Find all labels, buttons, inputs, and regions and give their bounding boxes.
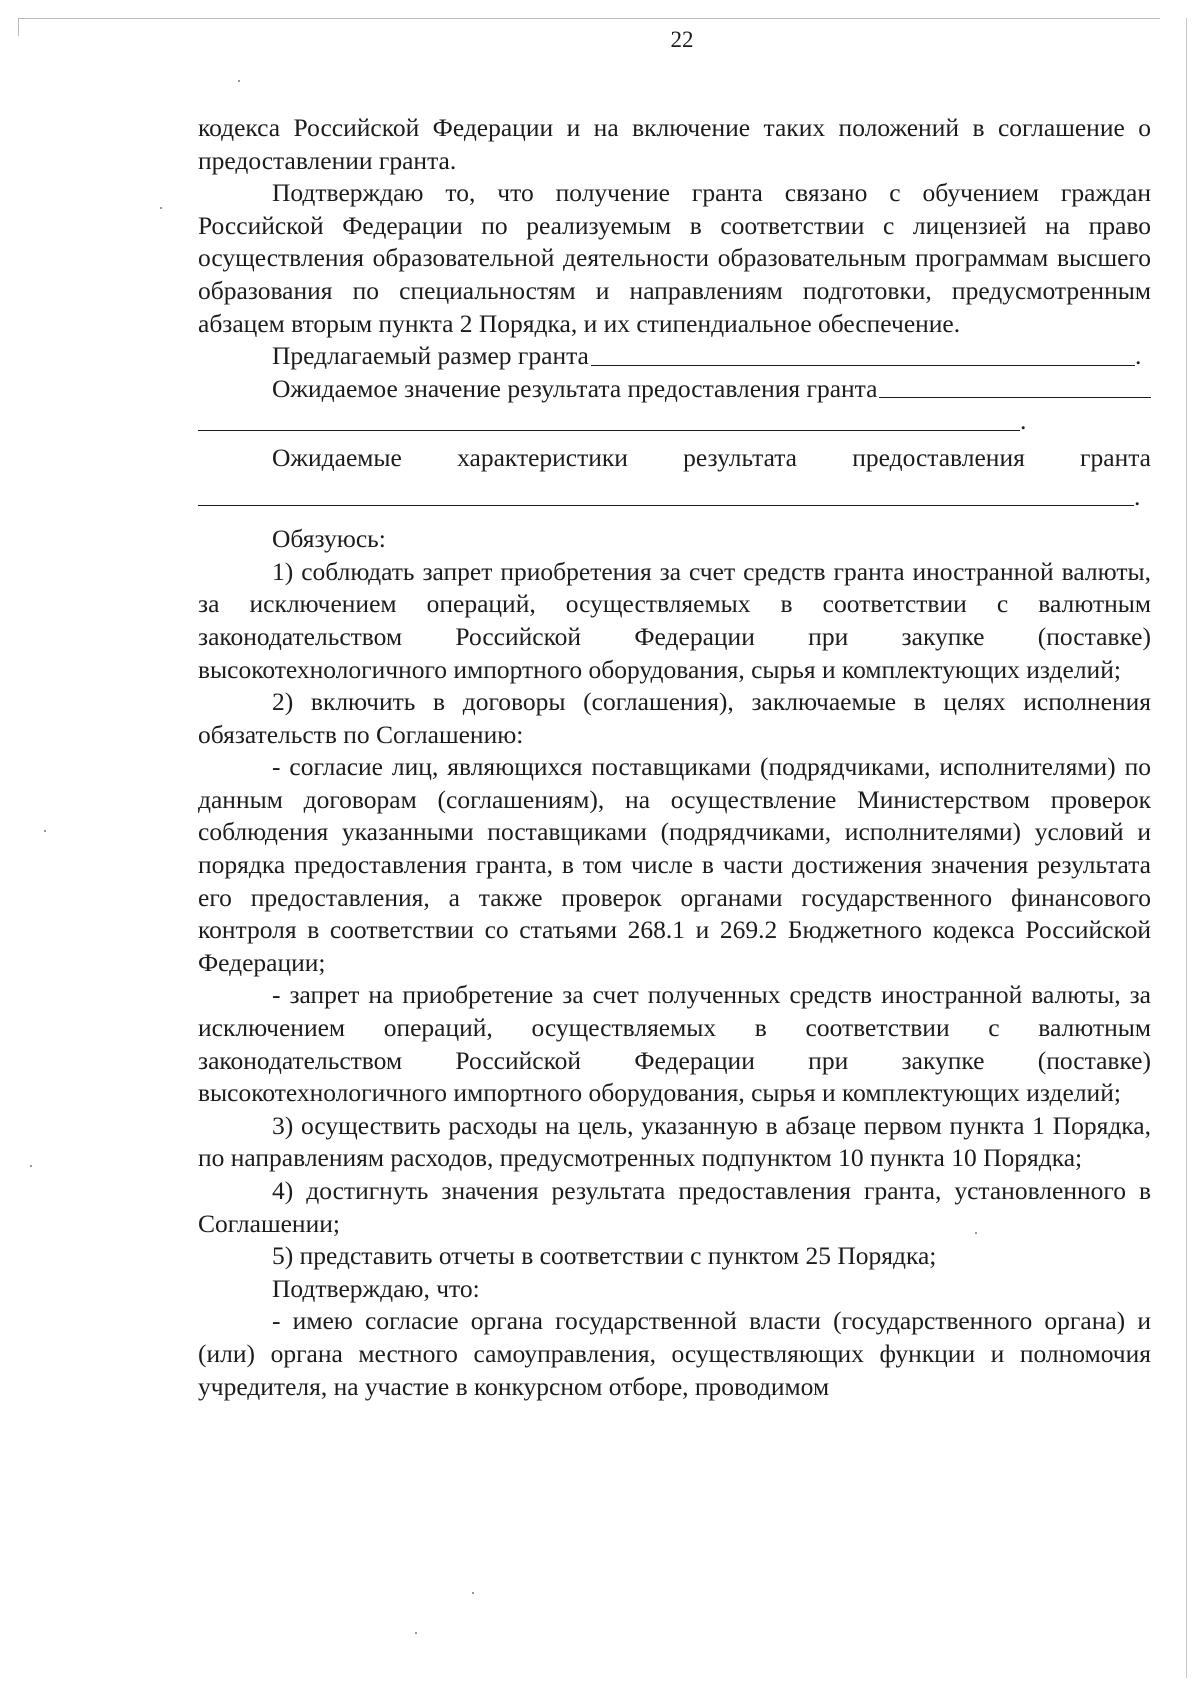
scan-speck — [44, 830, 46, 832]
expected-value-line — [198, 373, 1151, 406]
paragraph-continuation: кодекса Российской Федерации и на включение таких положений в соглашение о предоставлении гранта. — [198, 113, 1151, 175]
commitment-4: 4) достигнуть значения результата предоставления гранта, установленного в Соглашении; — [198, 1176, 1151, 1238]
expected-value-continuation-line — [198, 405, 1151, 438]
scan-speck — [975, 1232, 977, 1234]
expected-value-period: . — [1020, 406, 1027, 436]
scan-edge-right — [1186, 18, 1187, 1678]
document-body — [198, 112, 1151, 1403]
scan-speck — [30, 1165, 32, 1167]
confirm-heading: Подтверждаю, что: — [272, 1273, 480, 1303]
commitment-5: 5) представить отчеты в соответствии с пунктом 25 Порядка; — [272, 1241, 937, 1271]
expected-characteristics-blank — [198, 505, 1134, 506]
confirm-item-1: - имею согласие органа государственной власти (государственного органа) и (или) органа местного самоуправления, осуществляющих функции и полномочия учредителя, на участие в конкурсном отборе, проводимом — [198, 1306, 1151, 1401]
grant-size-period: . — [1135, 341, 1142, 371]
commitment-3: 3) осуществить расходы на цель, указанную в абзаце первом пункта 1 Порядка, по направлениям расходов, предусмотренных подпунктом 10 пункта 10 Порядка; — [198, 1110, 1151, 1173]
commitment-1: 1) соблюдать запрет приобретения за счет средств гранта иностранной валюты, за исключением операций, осуществляемых в соответствии с валютным законодательством Российской Федерации при закупке (поставке) высокотехнологичного импортного оборудования, сырья и комплектующих изделий; — [198, 556, 1151, 684]
page-number: 22 — [670, 27, 694, 52]
grant-size-blank — [591, 365, 1135, 366]
commitment-2-consent: - согласие лиц, являющихся поставщиками (подрядчиками, исполнителями) по данным договорам (соглашениям), на осуществление Министерством проверок соблюдения указанными поставщиками (подрядчиками, исполнителями) условий и порядка предоставления гранта, в том числе в части достижения значения результата его предоставления, а также проверок органами государственного финансового контроля в соответствии со статьями 268.1 и 269.2 Бюджетного кодекса Российской Федерации; — [198, 752, 1151, 977]
expected-value-blank — [879, 397, 1151, 398]
commitment-2: 2) включить в договоры (соглашения), заключаемые в целях исполнения обязательств по Соглашению: — [198, 687, 1151, 749]
expected-characteristics-period: . — [1134, 481, 1141, 511]
scan-speck — [238, 80, 240, 82]
scan-speck — [160, 207, 162, 209]
commitment-2-currency-ban: - запрет на приобретение за счет полученных средств иностранной валюты, за исключением операций, осуществляемых в соответствии с валютным законодательством Российской Федерации при закупке (поставке) высокотехнологичного импортного оборудования, сырья и комплектующих изделий; — [198, 980, 1151, 1108]
scan-speck — [472, 1592, 474, 1594]
expected-characteristics-line — [198, 481, 1151, 514]
paragraph-confirmation-education: Подтверждаю то, что получение гранта связано с обучением граждан Российской Федерации по реализуемым в соответствии с лицензией на право осуществления образовательной деятельности образовательным программам высшего образования по специальностям и направлениям подготовки, предусмотренным абзацем вторым пункта 2 Порядка, и их стипендиальное обеспечение. — [198, 178, 1151, 338]
expected-characteristics-label: Ожидаемые характеристики результата предоставления гранта — [272, 442, 1151, 472]
scan-speck — [415, 1632, 417, 1634]
expected-value-continuation-blank — [198, 430, 1020, 431]
expected-value-label: Ожидаемое значение результата предоставления гранта — [272, 373, 878, 403]
scan-edge-top — [18, 18, 1160, 19]
grant-size-label: Предлагаемый размер гранта — [272, 341, 589, 371]
commit-heading: Обязуюсь: — [272, 524, 386, 554]
grant-size-line — [198, 340, 1151, 373]
